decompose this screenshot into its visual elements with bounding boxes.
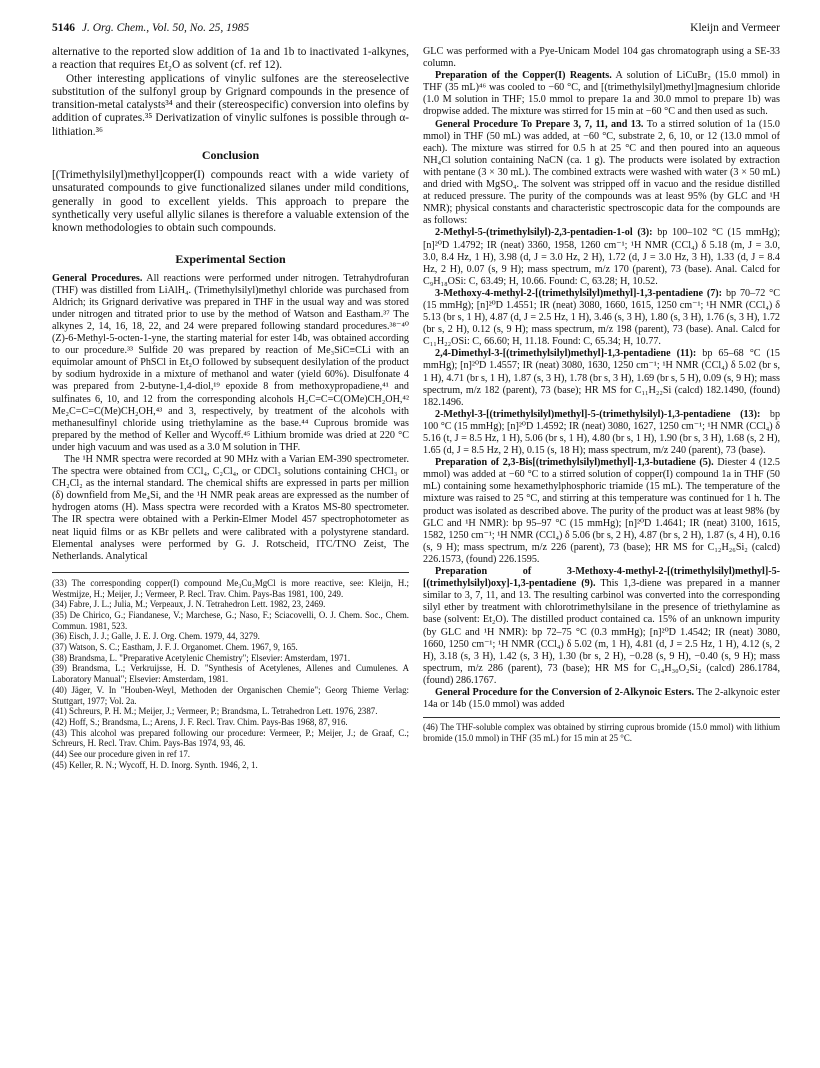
page-number: 5146 xyxy=(52,22,75,34)
reference-41: (41) Schreurs, P. H. M.; Meijer, J.; Vermeer, P.; Brandsma, L. Tetrahedron Lett. 1976, 2387. xyxy=(52,706,378,717)
compound-11-paragraph xyxy=(423,348,780,408)
copper-reagents-head: Preparation of the Copper(I) Reagents. xyxy=(435,70,612,82)
compound-3-paragraph xyxy=(423,227,780,287)
compound-11-text: bp 65–68 °C (15 mmHg); [n]²⁰D 1.4557; IR (neat) 3080, 1630, 1250 cm⁻¹; ¹H NMR (CCl₄) δ 5.02 (br s, 1 H), 4.71 (br s, 1 H), 1.87 (s, 3 H), 1.78 (br s, 3 H), 1.69 (br s, 5 H), 0.09 (s, 9 H); mass spectrum, m/z 182 (parent), 73 (base); HR MS for C₁₁H₂₂Si (calcd) 182.1490, (found) 182.1496. xyxy=(423,348,780,408)
compound-3-head: 2-Methyl-5-(trimethylsilyl)-2,3-pentadien-1-ol (3): xyxy=(435,227,653,239)
reference-34: (34) Fabre, J. L.; Julia, M.; Verpeaux, J. N. Tetrahedron Lett. 1982, 23, 2469. xyxy=(52,599,326,610)
journal-citation: J. Org. Chem., Vol. 50, No. 25, 1985 xyxy=(81,22,250,34)
conversion-text: The 2-alkynoic ester 14a or 14b (15.0 mmol) was added xyxy=(423,686,780,711)
glc-paragraph: GLC was performed with a Pye-Unicam Model 104 gas chromatograph using a SE-33 column. xyxy=(423,46,780,70)
right-column xyxy=(423,46,780,770)
nmr-paragraph: The ¹H NMR spectra were recorded at 90 MHz with a Varian EM-390 spectrometer. The spectra were obtained from CCl₄, C₂Cl₄, or CDCl₃ solutions containing CHCl₃ or CH₂Cl₂ as the internal standard. The chemical shifts are expressed in parts per million (δ) downfield from Me₄Si, and the ¹H NMR peak areas are expressed as the number of hydrogen atoms (H). Mass spectra were recorded with a Kratos MS-80 spectrometer. The IR spectra were obtained with a Perkin-Elmer Model 457 spectrophotometer as neat liquid films or as KBr pellets and were calibrated with a polystyrene standard. Elemental analyses were performed by G. J. Rotscheid, ITC/TNO Zeist, The Netherlands. Analytical xyxy=(52,453,409,562)
compound-13-text: bp 100 °C (15 mmHg); [n]²⁰D 1.4592; IR (neat) 3080, 1627, 1250 cm⁻¹; ¹H NMR (CCl₄) δ 5.16 (t, J = 8.5 Hz, 1 H), 5.06 (br s, 1 H), 4.80 (br s, 1 H), 1.90 (br s, 3 H), 1.68 (s, 2 H), 1.65 (d, J = 8.5 Hz, 2 H), 0.15 (s, 18 H); mass spectrum, m/z 240 (parent), 73 (base). xyxy=(423,408,781,457)
conversion-paragraph xyxy=(423,687,780,711)
footnote-block xyxy=(423,717,780,743)
left-column xyxy=(52,46,409,770)
general-procedure-3-head: General Procedure To Prepare 3, 7, 11, and 13. xyxy=(435,118,644,130)
footnote-46: (46) The THF-soluble complex was obtained by stirring cuprous bromide (15.0 mmol) with lithium bromide (15.0 mmol) in THF (35 mL) for 15 min at 25 °C. xyxy=(423,722,780,743)
copper-reagents-paragraph xyxy=(423,70,780,118)
general-procedure-3-text: To a stirred solution of 1a (15.0 mmol) in THF (50 mL) was added, at −60 °C, substrate 2, 6, 10, or 12 (13.0 mmol of each). The mixture was stirred for 0.5 h at 25 °C and then poured into an aqueous NH₄Cl solution containing NaCN (ca. 1 g). The products were isolated by extraction with pentane (3 × 30 mL). The combined extracts were washed with water (3 × 50 mL) and dried with MgSO₄. The solvent was stripped off in vacuo and the residue distilled at reduced pressure. The purity of the compounds was at least 95% (by GLC and ¹H NMR); physical constants and characteristic spectroscopic data for the compounds are as follows: xyxy=(423,118,780,227)
reference-37: (37) Watson, S. C.; Eastham, J. F. J. Organomet. Chem. 1967, 9, 165. xyxy=(52,642,298,653)
compound-9-text: This 1,3-diene was prepared in a manner similar to 3, 7, 11, and 13. The resulting carbinol was converted into the corresponding silyl ether by treatment with chlorotrimethylsilane in the presence of triethylamine as base (solvent: Et₂O). The distilled product contained ca. 15% of an unknown impurity (by GLC and ¹H NMR): bp 72–75 °C (0.3 mmHg); [n]²⁰D 1.4542; IR (neat) 3080, 1660, 1250 cm⁻¹; ¹H NMR (CCl₄) δ 5.02 (m, 1 H), 4.81 (d, J = 2.5 Hz, 1 H), 4.12 (s, 2 H), 3.18 (s, 3 H), 1.42 (s, 3 H), 1.30 (br s, 2 H), −0.28 (s, 9 H), −0.40 (s, 9 H); mass spectrum, m/z 286 (parent), 73 (base); HR MS for C₁₄H₃₀O₂Si₂ (calcd) 286.1784, (found) 286.1767. xyxy=(423,578,780,686)
reference-35: (35) De Chirico, G.; Fiandanese, V.; Marchese, G.; Naso, F.; Sciacovelli, O. J. Chem. Soc., Chem. Commun. 1981, 523. xyxy=(52,609,409,631)
compound-7-head: 3-Methoxy-4-methyl-2-[(trimethylsilyl)methyl]-1,3-pentadiene (7): xyxy=(435,287,723,299)
conclusion-heading: Conclusion xyxy=(201,148,260,163)
reference-36: (36) Eisch, J. J.; Galle, J. E. J. Org. Chem. 1979, 44, 3279. xyxy=(52,631,260,642)
reference-39: (39) Brandsma, L.; Verkruijsse, H. D. "Synthesis of Acetylenes, Allenes and Cumulenes. A Laboratory Manual"; Elsevier: Amsterdam, 1981. xyxy=(52,663,409,685)
experimental-heading: Experimental Section xyxy=(175,251,286,266)
general-procedures-paragraph xyxy=(52,273,409,454)
running-header xyxy=(52,22,780,36)
compound-5-paragraph xyxy=(423,457,780,566)
compound-9-head: Preparation of 3-Methoxy-4-methyl-2-[(trimethylsilyl)methyl]-5-[(trimethylsilyl)oxy]-1,3-pentadiene (9). xyxy=(423,566,780,590)
compound-5-head: Preparation of 2,3-Bis[(trimethylsilyl)methyl]-1,3-butadiene (5). xyxy=(435,457,714,469)
references-block xyxy=(52,572,409,771)
compound-9-paragraph xyxy=(423,566,780,687)
reference-44: (44) See our procedure given in ref 17. xyxy=(52,749,191,760)
compound-13-head: 2-Methyl-3-[(trimethylsilyl)methyl]-5-(trimethylsilyl)-1,3-pentadiene (13): xyxy=(435,408,761,420)
intro-paragraph-2: Other interesting applications of vinylic sulfones are the stereoselective substitution of the sulfonyl group by Grignard compounds in the presence of transition-metal catalysts³⁴ and their (stereospecific) conversion into olefins by addition of cuprates.³⁵ Derivatization of vinylic sulfones is possible through α-lithiation.³⁶ xyxy=(52,72,409,138)
reference-42: (42) Hoff, S.; Brandsma, L.; Arens, J. F. Recl. Trav. Chim. Pays-Bas 1968, 87, 916. xyxy=(52,716,348,727)
compound-3-text: bp 100–102 °C (15 mmHg); [n]²⁰D 1.4792; IR (neat) 3360, 1958, 1260 cm⁻¹; ¹H NMR (CCl₄) δ 5.18 (m, J = 3.0, 3.0, 8.4 Hz, 1 H), 3.98 (d, J = 3.0 Hz, 2 H), 1.72 (d, J = 3.0 Hz, 3 H), 1.33 (d, J = 8.4 Hz, 2 H), 0.07 (s, 9 H); mass spectrum, m/z 170 (parent), 73 (base). Anal. Calcd for C₉H₁₈OSi: C, 63.49; H, 10.66. Found: C, 63.28; H, 10.52. xyxy=(423,227,781,287)
running-authors: Kleijn and Vermeer xyxy=(690,22,780,34)
general-procedures-head: General Procedures. xyxy=(52,272,143,284)
intro-paragraph-1: alternative to the reported slow addition of 1a and 1b to inactivated 1-alkynes, a reaction that requires Et₂O as solvent (cf. ref 12). xyxy=(52,46,409,72)
compound-13-paragraph xyxy=(423,409,780,457)
compound-11-head: 2,4-Dimethyl-3-[(trimethylsilyl)methyl]-1,3-pentadiene (11): xyxy=(435,348,697,360)
conversion-head: General Procedure for the Conversion of 2-Alkynoic Esters. xyxy=(435,686,695,698)
reference-33: (33) The corresponding copper(I) compound Me₃Cu₂MgCl is more reactive, see: Kleijn, H.; Westmijze, H.; Meijer, J.; Vermeer, P. Recl. Trav. Chim. Pays-Bas 1981, 100, 249. xyxy=(52,577,409,599)
compound-5-text: Diester 4 (12.5 mmol) was added at −60 °C to a stirred solution of copper(I) compound 1a in THF (50 mL) containing some hexamethylphosphoric triamide (15 mL). The temperature of the mixture was raised to 25 °C, and stirring at this temperature was continued for 1 h. The product was isolated as described above. The purity of the product was at least 98% (by GLC and ¹H NMR): bp 95–97 °C (15 mmHg); [n]²⁰D 1.4641; IR (neat) 3100, 1615, 1582, 1250 cm⁻¹; ¹H NMR (CCl₄) δ 5.06 (br s, 2 H), 4.87 (br s, 2 H), 1.87 (s, 4 H), 0.16 (s, 9 H); mass spectrum, m/z 226 (parent), 73 (base); HR MS for C₁₂H₂₆Si₂ (calcd) 226.1573, (found) 226.1595. xyxy=(423,457,780,565)
reference-40: (40) Jäger, V. In "Houben-Weyl, Methoden der Organischen Chemie"; Georg Thieme Verlag: Stuttgart, 1977; Vol. 2a. xyxy=(52,684,409,706)
reference-38: (38) Brandsma, L. "Preparative Acetylenic Chemistry"; Elsevier: Amsterdam, 1971. xyxy=(52,652,351,663)
conclusion-paragraph: [(Trimethylsilyl)methyl]copper(I) compounds react with a wide variety of unsaturated compounds to give functionalized silanes under mild conditions, generally in good to excellent yields. This approach to prepare the synthetically very useful allylic silanes is therefore a valuable extension of the known methodologies to obtain such compounds. xyxy=(52,169,409,235)
compound-7-paragraph xyxy=(423,288,780,348)
general-procedure-3-paragraph xyxy=(423,119,780,228)
reference-45: (45) Keller, R. N.; Wycoff, H. D. Inorg. Synth. 1946, 2, 1. xyxy=(52,759,258,770)
reference-43: (43) This alcohol was prepared following our procedure: Vermeer, P.; Meijer, J.; de Graaf, C.; Schreurs, H. Recl. Trav. Chim. Pays-Bas 1974, 93, 46. xyxy=(52,727,409,749)
compound-7-text: bp 70–72 °C (15 mmHg); [n]²⁰D 1.4551; IR (neat) 3080, 1660, 1615, 1250 cm⁻¹; ¹H NMR (CCl₄) δ 5.13 (br s, 1 H), 4.87 (d, J = 2.5 Hz, 1 H), 3.46 (s, 3 H), 1.80 (s, 3 H), 1.76 (s, 3 H), 1.72 (br s, 2 H), 0.12 (s, 9 H); mass spectrum, m/z 198 (parent), 73 (base). Anal. Calcd for C₁₁H₂₂OSi: C, 66.60; H, 11.18. Found: C, 65.34; H, 10.77. xyxy=(423,287,780,348)
general-procedures-text: All reactions were performed under nitrogen. Tetrahydrofuran (THF) was distilled from LiAlH₄. (Trimethylsilyl)methyl chloride was purchased from Aldrich; its Grignard derivative was prepared in THF in the usual way and was stored under nitrogen and titrated prior to use by the method of Watson and Eastham.³⁷ The alkynes 2, 14, 16, 18, 22, and 24 were prepared following standard procedures.³⁸⁻⁴⁰ (Z)-6-Methyl-5-octen-1-yne, the starting material for ester 14b, was obtained according to our procedure.³³ Sulfide 20 was prepared by reaction of Me₃SiC≡CLi with an equimolar amount of PhSCl in Et₂O followed by subsequent desilylation of the product by sodium hydroxide in a mixture of methanol and water (yield 60%). Disulfonate 4 was prepared from 2-butyne-1,4-diol,¹⁹ epoxide 8 from methoxypropadiene,⁴¹ and sulfinates 6, 10, and 12 from the corresponding alcohols H₂C=C=C(OMe)CH₂OH,⁴² Me₂C=C=C(Me)CH₂OH,⁴³ and 3, respectively, by treatment of the alcohols with methanesulfinyl chloride using triethylamine as the base.⁴⁴ Cuprous bromide was prepared by the method of Keller and Wycoff.⁴⁵ Lithium bromide was dried at 220 °C under high vacuum and was used as a 3.0 M solution in THF. xyxy=(52,272,409,453)
copper-reagents-text: A solution of LiCuBr₂ (15.0 mmol) in THF (35 mL)⁴⁶ was cooled to −60 °C, and [(trimethylsilyl)methyl]magnesium chloride (1.0 M solution in THF; 15.0 mmol to prepare 1a and 30.0 mmol to prepare 1b) was dropwise added. The mixture was stirred for 15 min at −60 °C and then used as such. xyxy=(423,70,780,118)
